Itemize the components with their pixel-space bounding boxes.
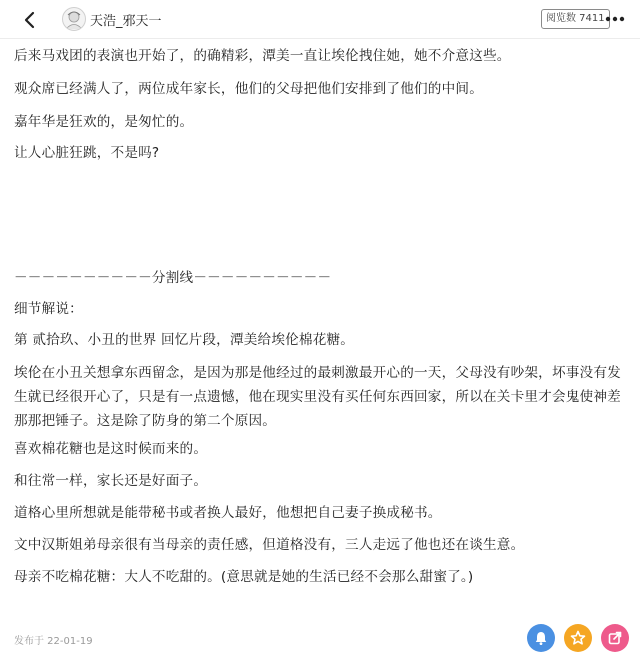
paragraph: 观众席已经满人了，两位成年家长，他们的父母把他们安排到了他们的中间。 [14,81,483,97]
share-button[interactable] [601,624,629,652]
divider-line: －－－－－－－－－－分割线－－－－－－－－－－ [14,270,332,286]
top-bar [0,0,640,39]
read-count-badge: 阅览数 7411 [541,9,610,29]
paragraph: 后来马戏团的表演也开始了，的确精彩，潭美一直让埃伦拽住她，她不介意这些。 [14,48,511,64]
paragraph: 道格心里所想就是能带秘书或者换人最好，他想把自己妻子换成秘书。 [14,505,442,521]
paragraph: 第 贰拾玖、小丑的世界 回忆片段，潭美给埃伦棉花糖。 [14,332,355,348]
paragraph: 埃伦在小丑关想拿东西留念，是因为那是他经过的最刺激最开心的一天，父母没有吵架，坏事没有发生就已经很开心了，只是有一点遗憾，他在现实里没有买任何东西回家，所以在关卡里才会鬼使神差那那把锤子。这是除了防身的第二个原因。 [14,365,621,429]
chevron-left-icon [23,11,37,29]
star-icon [570,630,586,646]
subscribe-button[interactable] [527,624,555,652]
more-dots-icon [605,16,625,22]
avatar[interactable] [62,7,86,31]
paragraph: 喜欢棉花糖也是这时候而来的。 [14,441,208,457]
back-button[interactable] [16,6,44,34]
author-name[interactable]: 天浩_邪天一 [90,14,162,29]
paragraph: 母亲不吃棉花糖：大人不吃甜的。(意思就是她的生活已经不会那么甜蜜了。) [14,569,474,585]
paragraph: 让人心脏狂跳，不是吗? [14,145,160,161]
publish-date: 发布于 22-01-19 [14,636,93,647]
share-icon [607,630,623,646]
more-button[interactable] [603,9,627,29]
paragraph: 和往常一样，家长还是好面子。 [14,473,208,489]
avatar-icon [63,8,85,30]
paragraph: 细节解说： [14,301,83,317]
bell-icon [533,630,549,646]
paragraph: 文中汉斯姐弟母亲很有当母亲的责任感，但道格没有，三人走远了他也还在谈生意。 [14,537,525,553]
paragraph: 嘉年华是狂欢的，是匆忙的。 [14,114,194,130]
favorite-button[interactable] [564,624,592,652]
